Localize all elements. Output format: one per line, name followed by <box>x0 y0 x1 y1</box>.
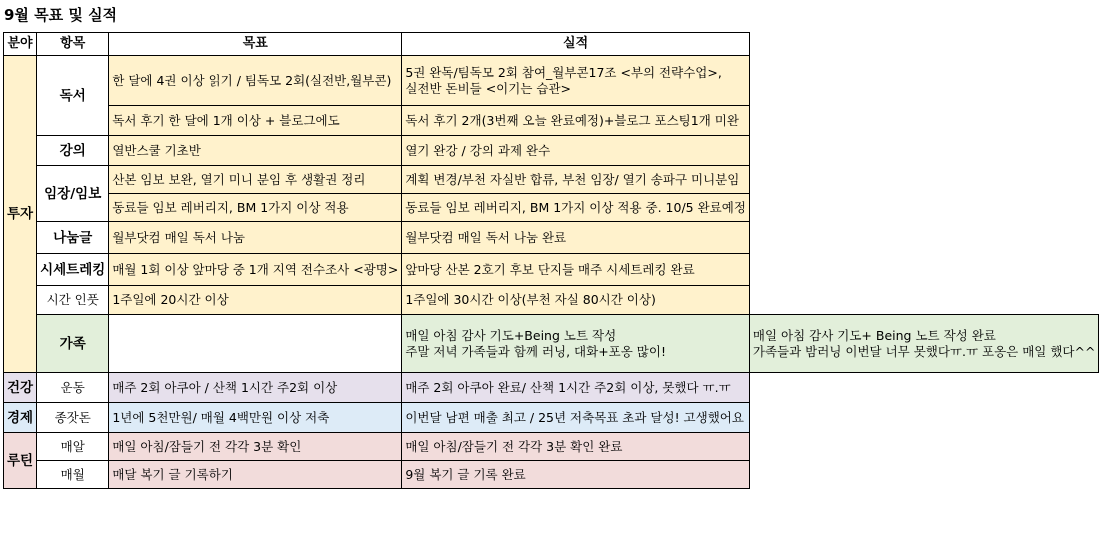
header-area[interactable]: 분야 <box>4 33 37 56</box>
result-cell[interactable]: 월부닷컴 매일 독서 나눔 완료 <box>402 222 750 254</box>
table-row <box>4 461 1099 489</box>
header-row <box>4 33 1099 56</box>
result-cell[interactable]: 매일 아침/잠들기 전 각각 3분 확인 완료 <box>402 433 750 461</box>
header-result[interactable]: 실적 <box>402 33 750 56</box>
item-seed[interactable]: 종잣돈 <box>37 403 109 433</box>
header-goal[interactable]: 목표 <box>109 33 402 56</box>
goal-cell[interactable]: 한 달에 4권 이상 읽기 / 팀독모 2회(실전반,월부콘) <box>109 56 402 106</box>
section-family[interactable]: 가족 <box>37 315 109 373</box>
item-market[interactable]: 시세트레킹 <box>37 254 109 286</box>
item-daily[interactable]: 매알 <box>37 433 109 461</box>
goal-cell[interactable]: 열반스쿨 기초반 <box>109 136 402 166</box>
result-cell[interactable]: 매주 2회 아쿠아 완료/ 산책 1시간 주2회 이상, 못했다 ㅠ.ㅠ <box>402 373 750 403</box>
table-row <box>4 433 1099 461</box>
section-routine[interactable]: 루틴 <box>4 433 37 489</box>
result-cell[interactable]: 동료들 임보 레버리지, BM 1가지 이상 적용 중. 10/5 완료예정 <box>402 194 750 222</box>
result-line: 매일 아침 감사 기도+ Being 노트 작성 완료 <box>752 327 996 343</box>
result-cell[interactable]: 9월 복기 글 기록 완료 <box>402 461 750 489</box>
table-row <box>4 56 1099 106</box>
result-cell[interactable]: 1주일에 30시간 이상(부천 자실 80시간 이상) <box>402 286 750 315</box>
item-exercise[interactable]: 운동 <box>37 373 109 403</box>
goal-cell[interactable]: 산본 임보 보완, 열기 미니 분임 후 생활권 정리 <box>109 166 402 194</box>
result-cell[interactable] <box>749 315 1099 373</box>
goals-table <box>3 32 1099 489</box>
result-cell[interactable]: 앞마당 산본 2호기 후보 단지들 매주 시세트레킹 완료 <box>402 254 750 286</box>
goal-cell[interactable]: 동료들 임보 레버리지, BM 1가지 이상 적용 <box>109 194 402 222</box>
result-line: 실전반 돈비들 <이기는 습관> <box>405 80 572 96</box>
goal-line: 매일 아침 감사 기도+Being 노트 작성 <box>405 327 617 343</box>
table-row <box>4 315 1099 373</box>
goal-cell[interactable]: 월부닷컴 매일 독서 나눔 <box>109 222 402 254</box>
result-cell[interactable]: 독서 후기 2개(3번째 오늘 완료예정)+블로그 포스팅1개 미완 <box>402 106 750 136</box>
goal-cell[interactable]: 매달 복기 글 기록하기 <box>109 461 402 489</box>
sheet-title: 9월 목표 및 실적 <box>4 6 118 24</box>
table-row <box>4 194 1099 222</box>
goal-cell[interactable]: 매주 2회 아쿠아 / 산책 1시간 주2회 이상 <box>109 373 402 403</box>
table-row <box>4 136 1099 166</box>
header-item[interactable]: 항목 <box>37 33 109 56</box>
item-lease[interactable]: 임장/임보 <box>37 166 109 222</box>
item-lecture[interactable]: 강의 <box>37 136 109 166</box>
item-reading[interactable]: 독서 <box>37 56 109 136</box>
table-row <box>4 254 1099 286</box>
result-cell[interactable]: 이번달 남편 매출 최고 / 25년 저축목표 초과 달성! 고생했어요 <box>402 403 750 433</box>
section-invest[interactable]: 투자 <box>4 56 37 373</box>
item-monthly[interactable]: 매월 <box>37 461 109 489</box>
result-line: 5권 완독/팀독모 2회 참여_월부콘17조 <부의 전략수업>, <box>405 64 722 80</box>
goal-cell[interactable]: 매월 1회 이상 앞마당 중 1개 지역 전수조사 <광명> <box>109 254 402 286</box>
result-line: 가족들과 밤러닝 이번달 너무 못했다ㅠ.ㅠ 포옹은 매일 했다^^ <box>752 343 1096 359</box>
section-health[interactable]: 건강 <box>4 373 37 403</box>
goal-cell[interactable]: 독서 후기 한 달에 1개 이상 + 블로그에도 <box>109 106 402 136</box>
goal-cell[interactable]: 1년에 5천만원/ 매월 4백만원 이상 저축 <box>109 403 402 433</box>
goal-cell[interactable]: 매일 아침/잠들기 전 각각 3분 확인 <box>109 433 402 461</box>
table-row <box>4 403 1099 433</box>
item-time[interactable]: 시간 인풋 <box>37 286 109 315</box>
goal-cell[interactable] <box>402 315 750 373</box>
table-row <box>4 222 1099 254</box>
goal-line: 주말 저녁 가족들과 함께 러닝, 대화+포옹 많이! <box>405 343 666 359</box>
table-row <box>4 106 1099 136</box>
result-cell[interactable]: 계획 변경/부천 자실반 합류, 부천 임장/ 열기 송파구 미니분임 <box>402 166 750 194</box>
table-row <box>4 373 1099 403</box>
result-cell[interactable]: 열기 완강 / 강의 과제 완수 <box>402 136 750 166</box>
item-empty[interactable] <box>109 315 402 373</box>
table-row <box>4 286 1099 315</box>
goal-cell[interactable]: 1주일에 20시간 이상 <box>109 286 402 315</box>
section-economy[interactable]: 경제 <box>4 403 37 433</box>
result-cell[interactable] <box>402 56 750 106</box>
table-row <box>4 166 1099 194</box>
item-share[interactable]: 나눔글 <box>37 222 109 254</box>
